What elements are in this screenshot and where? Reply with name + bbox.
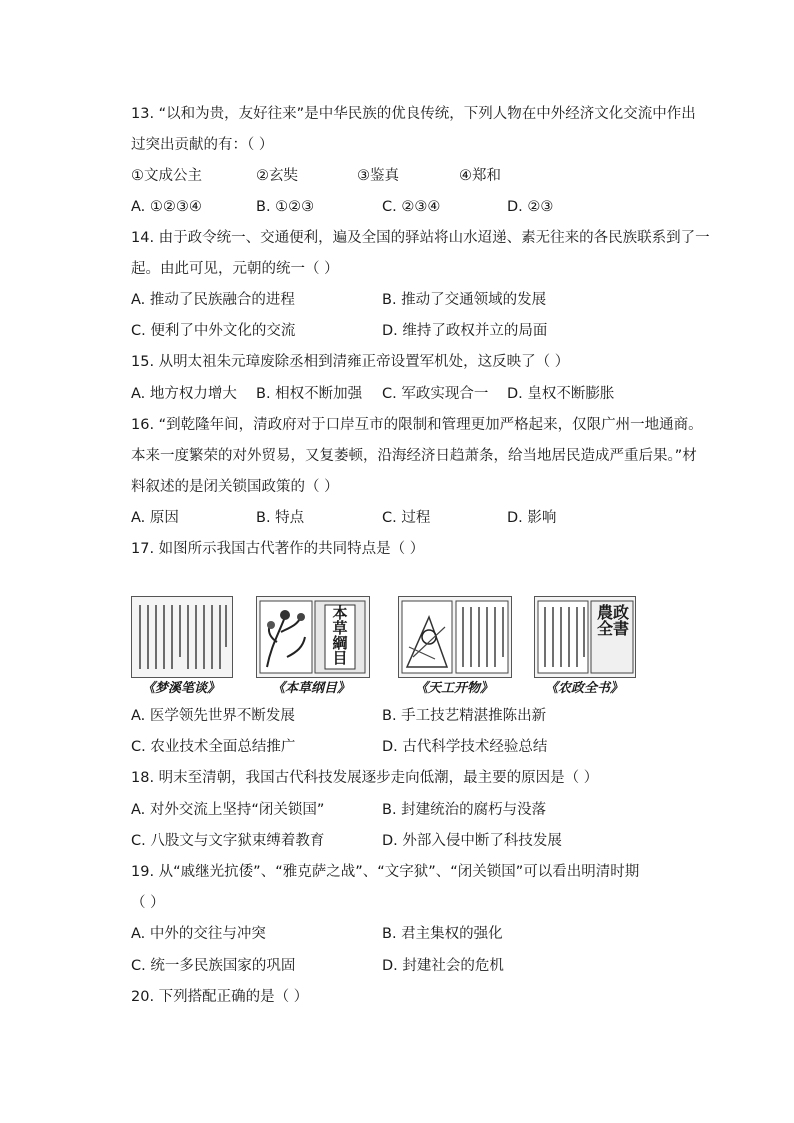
q14-stem-line-1: 14. 由于政令统一、交通便利，遍及全国的驿站将山水迢递、素无往来的各民族联系到了一 <box>131 230 710 246</box>
caption-nongzheng-quanshu: 《农政全书》 <box>544 681 623 696</box>
q14-option-d[interactable]: D. 维持了政权并立的局面 <box>382 323 548 339</box>
q13-item-3: ③鉴真 <box>357 168 399 184</box>
q15-option-c[interactable]: C. 军政实现合一 <box>382 386 489 402</box>
q18-option-d[interactable]: D. 外部入侵中断了科技发展 <box>382 833 562 849</box>
q17-option-b[interactable]: B. 手工技艺精湛推陈出新 <box>382 708 547 724</box>
tiangong-illustration-icon <box>399 597 511 677</box>
q16-stem-line-3: 料叙述的是闭关锁国政策的（ ） <box>131 479 339 495</box>
q19-option-b[interactable]: B. 君主集权的强化 <box>382 926 503 942</box>
q18-stem-line-1: 18. 明末至清朝，我国古代科技发展逐步走向低潮，最主要的原因是（ ） <box>131 770 599 786</box>
mengxi-bitan-page-icon <box>132 597 232 677</box>
q13-stem-line-1: 13. “以和为贵，友好往来”是中华民族的优良传统，下列人物在中外经济文化交流中作出 <box>131 106 696 122</box>
q13-option-a[interactable]: A. ①②③④ <box>131 199 202 215</box>
q19-option-d[interactable]: D. 封建社会的危机 <box>382 958 504 974</box>
q17-option-d[interactable]: D. 古代科学技术经验总结 <box>382 739 548 755</box>
q13-item-2: ②玄奘 <box>256 168 298 184</box>
q16-option-c[interactable]: C. 过程 <box>382 510 431 526</box>
bencao-cover-title: 本草綱目 <box>332 604 348 667</box>
q17-option-a[interactable]: A. 医学领先世界不断发展 <box>131 708 295 724</box>
q20-stem-line-1: 20. 下列搭配正确的是（ ） <box>131 989 309 1005</box>
q15-stem-line-1: 15. 从明太祖朱元璋废除丞相到清雍正帝设置军机处，这反映了（ ） <box>131 354 570 370</box>
q13-stem-line-2: 过突出贡献的有：（ ） <box>131 137 274 153</box>
q19-option-c[interactable]: C. 统一多民族国家的巩固 <box>131 958 296 974</box>
q13-option-b[interactable]: B. ①②③ <box>256 199 315 215</box>
q15-option-d[interactable]: D. 皇权不断膨胀 <box>507 386 615 402</box>
q13-option-d[interactable]: D. ②③ <box>507 199 554 215</box>
book-image-tiangong-kaiwu <box>398 596 512 678</box>
book-image-bencao-gangmu <box>256 596 370 678</box>
q14-option-b[interactable]: B. 推动了交通领域的发展 <box>382 292 547 308</box>
q18-option-c[interactable]: C. 八股文与文字狱束缚着教育 <box>131 833 325 849</box>
q17-stem-line-1: 17. 如图所示我国古代著作的共同特点是（ ） <box>131 541 425 557</box>
q16-option-d[interactable]: D. 影响 <box>507 510 557 526</box>
q14-option-a[interactable]: A. 推动了民族融合的进程 <box>131 292 295 308</box>
caption-mengxi-bitan: 《梦溪笔谈》 <box>141 681 220 696</box>
q16-stem-line-2: 本来一度繁荣的对外贸易，又复萎顿，沿海经济日趋萧条，给当地居民造成严重后果。”材 <box>131 448 697 464</box>
q15-option-a[interactable]: A. 地方权力增大 <box>131 386 237 402</box>
q13-option-c[interactable]: C. ②③④ <box>382 199 441 215</box>
q18-option-a[interactable]: A. 对外交流上坚持“闭关锁国” <box>131 802 325 818</box>
q19-stem-line-2: （ ） <box>131 895 165 911</box>
caption-bencao-gangmu: 《本草纲目》 <box>271 681 350 696</box>
q16-stem-line-1: 16. “到乾隆年间，清政府对于口岸互市的限制和管理更加严格起来，仅限广州一地通商。 <box>131 417 703 433</box>
q13-item-4: ④郑和 <box>459 168 501 184</box>
q14-stem-line-2: 起。由此可见，元朝的统一（ ） <box>131 261 339 277</box>
q17-option-c[interactable]: C. 农业技术全面总结推广 <box>131 739 296 755</box>
book-image-nongzheng-quanshu <box>534 596 636 678</box>
q19-stem-line-1: 19. 从“戚继光抗倭”、“雅克萨之战”、“文字狱”、“闭关锁国”可以看出明清时期 <box>131 864 640 880</box>
q16-option-b[interactable]: B. 特点 <box>256 510 305 526</box>
book-image-mengxi-bitan <box>131 596 233 678</box>
q18-option-b[interactable]: B. 封建统治的腐朽与没落 <box>382 802 547 818</box>
q16-option-a[interactable]: A. 原因 <box>131 510 179 526</box>
q19-option-a[interactable]: A. 中外的交往与冲突 <box>131 926 266 942</box>
q14-option-c[interactable]: C. 便利了中外文化的交流 <box>131 323 296 339</box>
q13-item-1: ①文成公主 <box>131 168 202 184</box>
q15-option-b[interactable]: B. 相权不断加强 <box>256 386 363 402</box>
nongzheng-cover-title: 農政全書 <box>596 603 629 638</box>
q17-figure-books <box>131 596 651 700</box>
caption-tiangong-kaiwu: 《天工开物》 <box>414 681 493 696</box>
